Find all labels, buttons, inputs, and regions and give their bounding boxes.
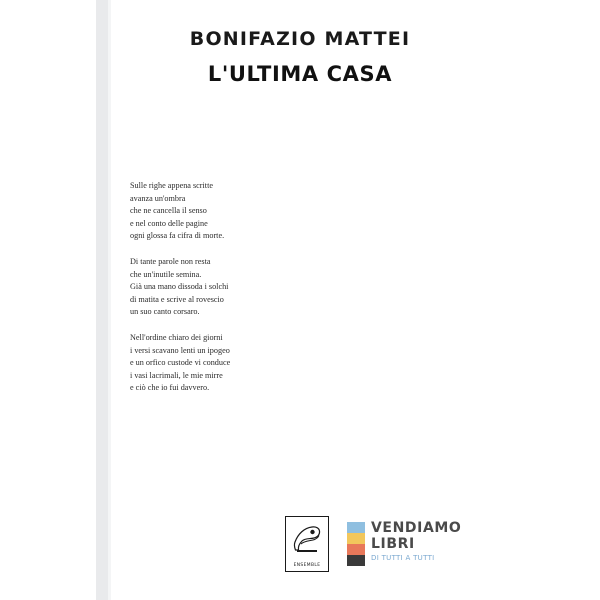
- cover-spine-strip: [96, 0, 108, 600]
- seller-bar-blue: [347, 522, 365, 533]
- poem-line: Di tante parole non resta: [130, 256, 211, 266]
- poem-line: che un'inutile semina.: [130, 269, 202, 279]
- seller-bar-dark: [347, 555, 365, 566]
- cover-spine-edge: [108, 0, 111, 600]
- poem-line: e ciò che io fui davvero.: [130, 383, 210, 393]
- poem-line: un suo canto corsaro.: [130, 307, 200, 317]
- poem-text: [130, 180, 360, 408]
- ensemble-book-icon: [292, 522, 323, 554]
- publisher-logo: [285, 516, 329, 572]
- poem-line: i vasi lacrimali, le mie mirre: [130, 370, 223, 380]
- poem-line: i versi scavano lenti un ipogeo: [130, 345, 230, 355]
- poem-line: che ne cancella il senso: [130, 206, 207, 216]
- seller-bar-orange: [347, 544, 365, 555]
- footer-logos: [285, 516, 465, 582]
- seller-logo: [347, 520, 465, 570]
- poem-line: Già una mano dissoda i solchi: [130, 282, 229, 292]
- poem-line: Nell'ordine chiaro dei giorni: [130, 332, 223, 342]
- seller-color-bars: [347, 522, 365, 566]
- seller-line-1: VENDIAMO: [371, 520, 462, 536]
- poem-line: Sulle righe appena scritte: [130, 181, 213, 190]
- seller-line-3: DI TUTTI A TUTTI: [371, 554, 435, 562]
- poem-stanza: [130, 332, 360, 395]
- book-author: BONIFAZIO MATTEI: [189, 28, 411, 50]
- seller-line-2: LIBRI: [371, 536, 415, 552]
- publisher-name: ENSEMBLE: [293, 563, 321, 568]
- poem-line: avanza un'ombra: [130, 193, 186, 203]
- seller-bar-yellow: [347, 533, 365, 544]
- poem-line: e un orfico custode vi conduce: [130, 358, 231, 368]
- poem-line: e nel conto delle pagine: [130, 218, 208, 228]
- book-title: L'ULTIMA CASA: [207, 62, 393, 86]
- poem-stanza: [130, 256, 360, 319]
- poem-line: di matita e scrive al rovescio: [130, 294, 224, 304]
- seller-text: [371, 520, 461, 564]
- poem-line: ogni glossa fa cifra di morte.: [130, 231, 225, 241]
- poem-stanza: [130, 180, 360, 243]
